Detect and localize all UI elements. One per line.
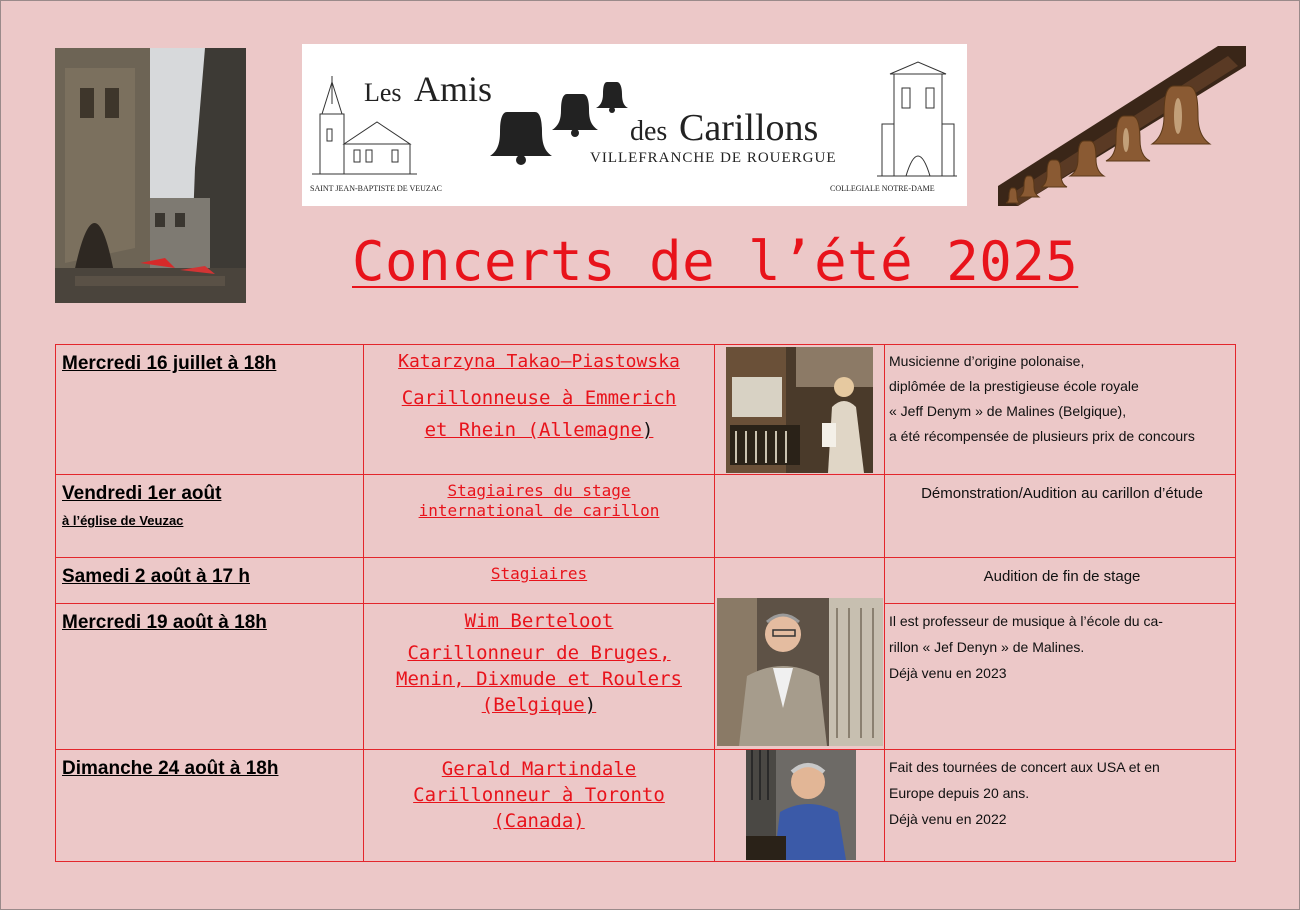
description-cell (885, 750, 1236, 862)
table-row (56, 475, 1236, 558)
performer-name-line1: Stagiaires du stage (447, 481, 631, 500)
event-date: Mercredi 16 juillet à 18h (62, 353, 277, 374)
photo-cell (715, 750, 885, 862)
bells-photo (998, 46, 1246, 206)
performer-role-line2: et Rhein (Allemagne (424, 419, 642, 441)
table-row (56, 750, 1236, 862)
banner-left-caption: SAINT JEAN-BAPTISTE DE VEUZAC (310, 184, 442, 193)
performer-role-close: ) (584, 694, 597, 716)
performer-cell (364, 750, 715, 862)
performer-cell (364, 475, 715, 558)
table-row (56, 604, 1236, 750)
photo-cell (715, 345, 885, 475)
description-line: « Jeff Denym » de Malines (Belgique), (889, 403, 1127, 419)
table-row (56, 558, 1236, 604)
performer-name: Katarzyna Takao–Piastowska (398, 351, 680, 372)
performer-role-line2: Menin, Dixmude et Roulers (396, 668, 682, 690)
performer-photo (726, 347, 873, 473)
event-date-sub: à l’église de Veuzac (62, 513, 184, 528)
performer-role-line1: Carillonneur de Bruges, (407, 642, 671, 664)
banner-right-caption: COLLEGIALE NOTRE-DAME (830, 184, 935, 193)
banner-amis: Amis (414, 69, 493, 109)
description-cell (885, 345, 1236, 475)
banner-city: VILLEFRANCHE DE ROUERGUE (590, 150, 837, 166)
description-line: diplômée de la prestigieuse école royale (889, 378, 1139, 394)
performer-role-close: ) (641, 419, 654, 441)
performer-photo (717, 598, 883, 746)
event-description: Démonstration/Audition au carillon d’étude (921, 485, 1203, 502)
performer-role-line1: Carillonneuse à Emmerich (401, 387, 677, 409)
description-line: Musicienne d’origine polonaise, (889, 353, 1085, 369)
description-cell (885, 558, 1236, 604)
description-line: Déjà venu en 2022 (889, 811, 1007, 827)
performer-name: Gerald Martindale (441, 758, 637, 780)
performer-name-line2: international de carillon (418, 501, 660, 520)
performer-name: Stagiaires (490, 564, 588, 583)
event-date: Vendredi 1er août (62, 483, 222, 504)
date-cell (56, 750, 364, 862)
performer-role-line2: (Canada) (493, 810, 585, 832)
event-description: Audition de fin de stage (983, 568, 1141, 585)
performer-name: Wim Berteloot (464, 610, 614, 632)
performer-cell (364, 604, 715, 750)
performer-role-line1: Carillonneur à Toronto (413, 784, 665, 806)
performer-photo (746, 750, 856, 860)
banner-des: des (630, 116, 668, 147)
event-date: Mercredi 19 août à 18h (62, 612, 267, 633)
performer-role-line3: (Belgique (481, 694, 585, 716)
page-title: Concerts de l’été 2025 (352, 230, 1079, 293)
performer-cell (364, 345, 715, 475)
date-cell (56, 345, 364, 475)
photo-cell (715, 475, 885, 558)
church-square-photo (55, 48, 246, 303)
association-banner (302, 44, 967, 206)
description-cell (885, 475, 1236, 558)
concert-schedule-table (55, 344, 1236, 862)
banner-les: Les (364, 78, 402, 107)
photo-cell (715, 558, 885, 750)
event-date: Dimanche 24 août à 18h (62, 758, 279, 779)
banner-carillons: Carillons (679, 107, 819, 149)
table-row (56, 345, 1236, 475)
date-cell (56, 604, 364, 750)
description-line: Il est professeur de musique à l’école du ca- (889, 613, 1163, 629)
description-line: Déjà venu en 2023 (889, 665, 1007, 681)
description-line: Fait des tournées de concert aux USA et en (889, 759, 1160, 775)
description-line: rillon « Jef Denyn » de Malines. (889, 639, 1085, 655)
description-cell (885, 604, 1236, 750)
description-line: Europe depuis 20 ans. (889, 785, 1030, 801)
event-date: Samedi 2 août à 17 h (62, 566, 250, 587)
performer-cell (364, 558, 715, 604)
date-cell (56, 475, 364, 558)
description-line: a été récompensée de plusieurs prix de concours (889, 428, 1195, 444)
date-cell (56, 558, 364, 604)
